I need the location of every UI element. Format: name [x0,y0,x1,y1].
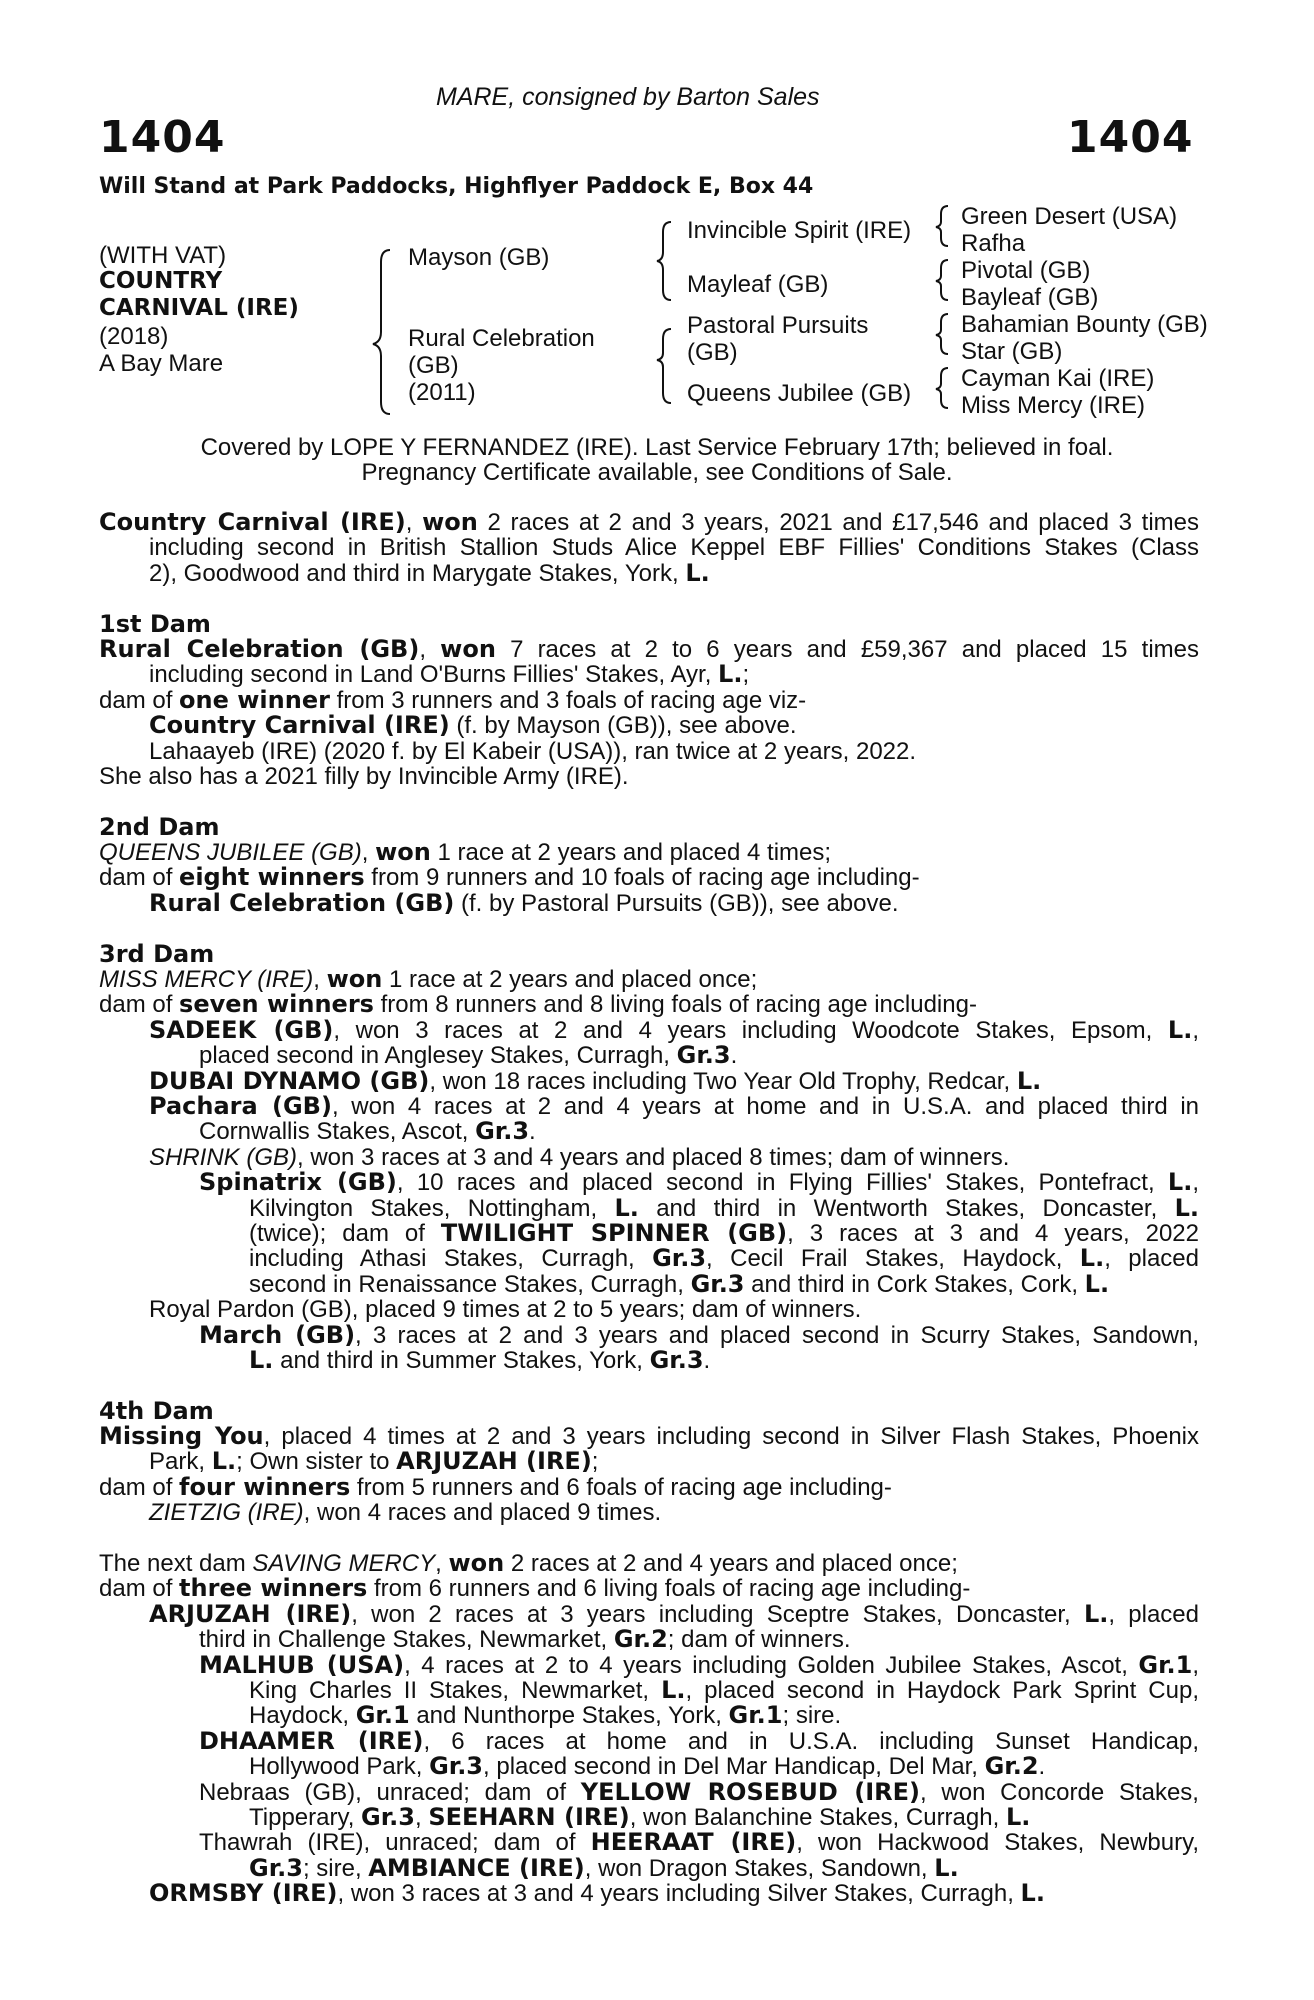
spinatrix-text-4c: , placed [1104,1245,1199,1273]
renaissance-gr3: Gr.3 [690,1269,745,1298]
twilight-spinner-name: TWILIGHT SPINNER (GB) [440,1218,788,1247]
intro-text-2: including second in British Stallion Studs Alice Keppel EBF Fillies' Conditions Stakes (Class [149,534,1199,562]
malhub-text-3: Haydock, [249,1702,356,1730]
zietzig-name: ZIETZIG (IRE) [149,1499,304,1527]
intro-won: won [422,508,478,536]
second-dam-text: 1 race at 2 years and placed 4 times; [430,839,832,867]
dam-dam: Queens Jubilee (GB) [687,380,912,407]
haydock-gr1: Gr.1 [355,1701,410,1730]
lot-number-left: 1404 [99,112,226,163]
intro-listed: L. [685,558,710,587]
covered-line1: Covered by LOPE Y FERNANDEZ (IRE). Last Service February 17th; believed in foal. [200,434,1114,461]
third-dam-runners: from 8 runners and 8 living foals of racing age including- [373,991,977,1019]
fourth-dam-text-2b: ; Own sister to [236,1448,397,1476]
nunthorpe-gr1: Gr.1 [728,1701,783,1730]
ormsby-text: , won 3 races at 3 and 4 years including Silver Stakes, Curragh, [337,1880,1021,1908]
hackwood-gr3: Gr.3 [249,1853,303,1882]
heeraat-text: , won Hackwood Stakes, Newbury, [796,1829,1199,1857]
consignor-line: MARE, consigned by Barton Sales [436,83,820,111]
malhub-text-3b: and Nunthorpe Stakes, York, [409,1702,729,1730]
dubai-dynamo-name: DUBAI DYNAMO (GB) [149,1066,430,1095]
vat-label: (WITH VAT) [99,242,227,269]
spinatrix-listed-3: L. [1174,1193,1199,1222]
second-dam-section: 2nd Dam QUEENS JUBILEE (GB), won 1 race at 2 years and placed 4 times; dam of eight winners from 9 runners and 10 foals of racing age including- Rural Celebration (GB) (f. by Pastoral Pursuits (GB)), see above. [99,815,1199,917]
offspring-rural-celebration: Rural Celebration (GB) [149,888,455,917]
sire-sire: Invincible Spirit (IRE) [687,217,912,244]
arjuzah-name: ARJUZAH (IRE) [149,1599,352,1628]
own-sister-arjuzah: ARJUZAH (IRE) [396,1447,592,1476]
foaling-year: (2018) [99,323,169,350]
catalogue-body [99,510,1199,1906]
dubai-dynamo-listed: L. [1016,1066,1042,1095]
fourth-dam-section [99,1396,1200,1527]
sss-name: Green Desert (USA) [961,203,1178,230]
next-dam-section: The next dam SAVING MERCY, won 2 races at 2 and 4 years and placed once; dam of three winners from 6 runners and 6 living foals of racing age including- ARJUZAH (IRE), won 2 races at 3 years including Sceptre Stakes, Doncaster, L., placed third in Challenge Stakes, Newmarket, Gr.2; dam of winners. MALHUB (USA), 4 races at 2 to 4 years including Golden Jubilee Stakes, Ascot, Gr.1, King Charles II Stakes, Newmarket, L., placed second in Haydock Park Sprint Cup, Haydock, Gr.1 and Nunthorpe Stakes, York, Gr.1; sire. DHAAMER (IRE), 6 races at home and in U.S.A. including Sunset Handicap, Hollywood Park, Gr.3, placed second in Del Mar Handicap, Del Mar, Gr.2. Nebraas (GB), unraced; dam of YELLOW ROSEBUD (IRE), won Concorde Stakes, Tipperary, Gr.3, SEEHARN (IRE), won Balanchine Stakes, Curragh, L. Thawrah (IRE), unraced; dam of HEERAAT (IRE), won Hackwood Stakes, Newbury, Gr.3; sire, AMBIANCE (IRE), won Dragon Stakes, Sandown, L. ORMSBY (IRE), won 3 races at 3 and 4 years including Silver Stakes, Curragh, L. [99,1549,1200,1908]
second-dam-runners: from 9 runners and 10 foals of racing age including- [364,864,920,892]
first-dam-also: She also has a 2021 filly by Invincible Army (IRE). [99,762,629,790]
first-dam-semicolon: ; [742,661,750,689]
spinatrix-text-4b: , Cecil Frail Stakes, Haydock, [706,1245,1080,1273]
spinatrix-listed-2: L. [614,1193,639,1222]
fourth-dam-heading: 4th Dam [99,1396,214,1425]
second-dam-name: QUEENS JUBILEE (GB) [99,839,362,867]
dragon-listed: L. [934,1853,959,1882]
first-dam-listed: L. [718,660,743,689]
spinatrix-name: Spinatrix (GB) [199,1168,397,1197]
third-dam-damof: dam of [99,991,180,1019]
march-text-2: and third in Summer Stakes, York, [273,1346,650,1374]
spinatrix-text-3b: , 3 races at 3 and 4 years, 2022 [787,1219,1199,1247]
ormsby-name: ORMSBY (IRE) [149,1879,338,1908]
spinatrix-text-4a: including Athasi Stakes, Curragh, [249,1245,653,1273]
third-dam-text: 1 race at 2 years and placed once; [382,966,758,994]
next-dam-runners: from 6 runners and 6 living foals of racing age including- [367,1575,971,1603]
dhaamer-text-2b: , placed second in Del Mar Handicap, Del Mar, [483,1753,985,1781]
offspring-lahaayeb: Lahaayeb (IRE) (2020 f. by El Kabeir (USA)), ran twice at 2 years, 2022. [149,737,917,765]
spinatrix-text-3a: (twice); dam of [249,1219,441,1247]
pachara-gr3: Gr.3 [475,1117,530,1146]
scurry-listed: L. [249,1345,274,1374]
spinatrix-text-2a: Kilvington Stakes, Nottingham, [249,1194,615,1222]
sdd-name: Bayleaf (GB) [961,284,1099,311]
pachara-text-2: Cornwallis Stakes, Ascot, [199,1118,476,1146]
horse-name-line2: CARNIVAL (IRE) [99,295,299,321]
first-dam-text-2: including second in Land O'Burns Fillies' Stakes, Ayr, [149,661,719,689]
offspring-country-carnival: Country Carnival (IRE) [149,711,450,740]
fourth-dam-winners: four winners [179,1472,351,1501]
yellow-rosebud-name: YELLOW ROSEBUD (IRE) [580,1777,920,1806]
sire-dam: Mayleaf (GB) [687,271,829,298]
dam-name-line2: (GB) [408,352,459,379]
third-dam-heading: 3rd Dam [99,939,215,968]
challenge-gr2: Gr.2 [613,1625,668,1654]
balanchine-listed: L. [1005,1802,1031,1831]
next-dam-name: SAVING MERCY [252,1550,436,1578]
arjuzah-text-2b: ; dam of winners. [667,1626,851,1654]
malhub-sire: ; sire. [782,1702,842,1730]
covered-line2: Pregnancy Certificate available, see Conditions of Sale. [361,459,953,486]
dubai-dynamo-text: , won 18 races including Two Year Old Trophy, Redcar, [429,1067,1017,1095]
concorde-gr3: Gr.3 [361,1802,415,1831]
seeharn-text: , won Balanchine Stakes, Curragh, [629,1803,1006,1831]
silver-flash-listed: L. [211,1447,237,1476]
intro-text-3: 2), Goodwood and third in Marygate Stakes, York, [149,559,686,587]
summer-gr3: Gr.3 [649,1345,704,1374]
pachara-text: , won 4 races at 2 and 4 years at home and in U.S.A. and placed third in [331,1092,1199,1120]
next-dam-intro: The next dam [99,1550,253,1578]
next-dam-damof: dam of [99,1575,180,1603]
intro-text-1: 2 races at 2 and 3 years, 2021 and £17,546 and placed 3 times [477,509,1200,536]
first-dam-section: 1st Dam Rural Celebration (GB), won 7 races at 2 to 6 years and £59,367 and placed 15 times including second in Land O'Burns Fillies' Stakes, Ayr, L.; dam of one winner from 3 runners and 3 foals of racing age viz- Country Carnival (IRE) (f. by Mayson (GB)), see above. Lahaayeb (IRE) (2020 f. by El Kabeir (USA)), ran twice at 2 years, 2022. She also has a 2021 filly by Invincible Army (IRE). [99,609,1199,790]
march-name: March (GB) [199,1320,356,1349]
sceptre-listed: L. [1083,1599,1109,1628]
first-dam-won: won [440,634,496,663]
sds-name: Pivotal (GB) [961,257,1091,284]
ambiance-text: , won Dragon Stakes, Sandown, [584,1854,935,1882]
dhaamer-name: DHAAMER (IRE) [199,1726,424,1755]
horse-name-line1: COUNTRY [99,268,223,294]
fourth-dam-text-2a: Park, [149,1448,212,1476]
thawrah-text: Thawrah (IRE), unraced; dam of [199,1829,591,1857]
malhub-text-2: King Charles II Stakes, Newmarket, [249,1676,662,1704]
third-dam-won: won [326,965,383,994]
dam-name-line3: (2011) [408,379,476,406]
fourth-dam-semicolon: ; [591,1448,599,1476]
cecil-frail-listed: L. [1079,1244,1105,1273]
sire-name: Mayson (GB) [408,244,550,271]
sunset-gr3: Gr.3 [429,1752,484,1781]
dam-sire-line2: (GB) [687,339,738,366]
sadeek-text: , won 3 races at 2 and 4 years including Woodcote Stakes, Epsom, [333,1016,1168,1044]
golden-jubilee-gr1: Gr.1 [1138,1650,1193,1679]
spinatrix-text-5a: second in Renaissance Stakes, Curragh, [249,1270,691,1298]
malhub-text: , 4 races at 2 to 4 years including Golden Jubilee Stakes, Ascot, [404,1651,1139,1679]
dhaamer-text-2: Hollywood Park, [249,1753,430,1781]
dds-name: Cayman Kai (IRE) [961,365,1155,392]
shrink-name: SHRINK (GB) [149,1143,298,1171]
fourth-dam-damof: dam of [99,1473,180,1501]
sadeek-gr3: Gr.3 [676,1041,731,1070]
spinatrix-text-2b: and third in Wentworth Stakes, Doncaster, [638,1194,1175,1222]
del-mar-gr2: Gr.2 [984,1752,1039,1781]
second-dam-winners: eight winners [179,863,365,892]
seeharn-name: SEEHARN (IRE) [428,1802,630,1831]
next-dam-won: won [448,1549,505,1578]
second-dam-damof: dam of [99,864,180,892]
location-line: Will Stand at Park Paddocks, Highflyer Paddock E, Box 44 [99,174,814,199]
shrink-text: , won 3 races at 3 and 4 years and placed 8 times; dam of winners. [297,1143,1010,1171]
second-dam-heading: 2nd Dam [99,812,220,841]
ambiance-name: AMBIANCE (IRE) [368,1853,585,1882]
dss-name: Bahamian Bounty (GB) [961,311,1208,338]
dam-name-line1: Rural Celebration [408,325,595,352]
spinatrix-text-5b: and third in Cork Stakes, Cork, [744,1270,1085,1298]
heeraat-name: HEERAAT (IRE) [590,1828,797,1857]
sadeek-listed: L. [1167,1015,1193,1044]
pachara-name: Pachara (GB) [149,1091,332,1120]
offspring-rural-celebration-text: (f. by Pastoral Pursuits (GB)), see above. [454,889,899,917]
arjuzah-text: , won 2 races at 3 years including Sceptre Stakes, Doncaster, [351,1600,1084,1628]
march-text: , 3 races at 2 and 3 years and placed second in Scurry Stakes, Sandown, [355,1321,1199,1349]
royal-pardon: Royal Pardon (GB), placed 9 times at 2 to 5 years; dam of winners. [149,1296,862,1324]
heeraat-sire: ; sire, [302,1854,369,1882]
sadeek-name: SADEEK (GB) [149,1015,334,1044]
third-dam-winners: seven winners [179,990,374,1019]
nebraas-text: Nebraas (GB), unraced; dam of [199,1778,581,1806]
fourth-dam-text: , placed 4 times at 2 and 3 years including second in Silver Flash Stakes, Phoenix [263,1423,1200,1451]
next-dam-winners: three winners [179,1574,368,1603]
horse-description: A Bay Mare [99,350,224,377]
spinatrix-text: , 10 races and placed second in Flying Fillies' Stakes, Pontefract, [396,1169,1168,1197]
second-dam-won: won [375,838,431,867]
cork-listed: L. [1084,1269,1110,1298]
spinatrix-listed-1: L. [1167,1168,1193,1197]
king-charles-listed: L. [661,1675,686,1704]
first-dam-damof: dam of [99,686,180,714]
fourth-dam-name: Missing You [99,1422,264,1451]
nebraas-text-2: Tipperary, [249,1803,362,1831]
third-dam-section: 3rd Dam MISS MERCY (IRE), won 1 race at 2 years and placed once; dam of seven winners from 8 runners and 8 living foals of racing age including- SADEEK (GB), won 3 races at 2 and 4 years including Woodcote Stakes, Epsom, L., placed second in Anglesey Stakes, Curragh, Gr.3. DUBAI DYNAMO (GB), won 18 races including Two Year Old Trophy, Redcar, L. Pachara (GB), won 4 races at 2 and 4 years at home and in U.S.A. and placed third in Cornwallis Stakes, Ascot, Gr.3. SHRINK (GB), won 3 races at 3 and 4 years and placed 8 times; dam of winners. Spinatrix (GB), 10 races and placed second in Flying Fillies' Stakes, Pontefract, L., Kilvington Stakes, Nottingham, L. and third in Wentworth Stakes, Doncaster, L. (twice); dam of TWILIGHT SPINNER (GB), 3 races at 3 and 4 years, 2022 including Athasi Stakes, Curragh, Gr.3, Cecil Frail Stakes, Haydock, L., placed second in Renaissance Stakes, Curragh, Gr.3 and third in Cork Stakes, Cork, L. Royal Pardon (GB), placed 9 times at 2 to 5 years; dam of winners. March (GB), 3 races at 2 and 3 years and placed second in Scurry Stakes, Sandown, L. and third in Summer Stakes, York, Gr.3. [99,939,1199,1374]
athasi-gr3: Gr.3 [652,1244,707,1273]
dsd-name: Star (GB) [961,338,1063,365]
dam-sire-line1: Pastoral Pursuits [687,312,869,339]
silver-stakes-listed: L. [1020,1879,1045,1908]
yellow-rosebud-text: , won Concorde Stakes, [920,1778,1199,1806]
first-dam-text-1: 7 races at 2 to 6 years and £59,367 and placed 15 times [495,635,1199,663]
malhub-name: MALHUB (USA) [199,1650,405,1679]
offspring-country-carnival-text: (f. by Mayson (GB)), see above. [449,712,797,740]
lot-number-right: 1404 [1067,112,1194,163]
arjuzah-placed: , placed [1108,1600,1199,1628]
next-dam-text: 2 races at 2 and 4 years and placed once; [504,1550,958,1578]
ddd-name: Miss Mercy (IRE) [961,392,1145,419]
ssd-name: Rafha [961,230,1026,257]
third-dam-name: MISS MERCY (IRE) [99,966,314,994]
zietzig-text: , won 4 races and placed 9 times. [303,1499,662,1527]
sadeek-text-2: placed second in Anglesey Stakes, Curragh, [199,1042,677,1070]
intro-section: Country Carnival (IRE), won 2 races at 2 and 3 years, 2021 and £17,546 and placed 3 times including second in British Stallion Studs Alice Keppel EBF Fillies' Conditions Stakes (Class 2), Goodwood and third in Marygate Stakes, York, L. [99,508,1200,587]
first-dam-runners: from 3 runners and 3 foals of racing age viz- [329,686,807,714]
arjuzah-text-2: third in Challenge Stakes, Newmarket, [199,1626,614,1654]
dhaamer-text: , 6 races at home and in U.S.A. including Sunset Handicap, [423,1727,1200,1755]
first-dam-winners: one winner [179,685,330,714]
fourth-dam-runners: from 5 runners and 6 foals of racing age including- [350,1473,892,1501]
malhub-text-2b: , placed second in Haydock Park Sprint Cup, [685,1676,1199,1704]
first-dam-name: Rural Celebration (GB) [99,634,420,663]
intro-horse-name: Country Carnival (IRE) [99,508,406,536]
first-dam-heading: 1st Dam [99,609,211,638]
